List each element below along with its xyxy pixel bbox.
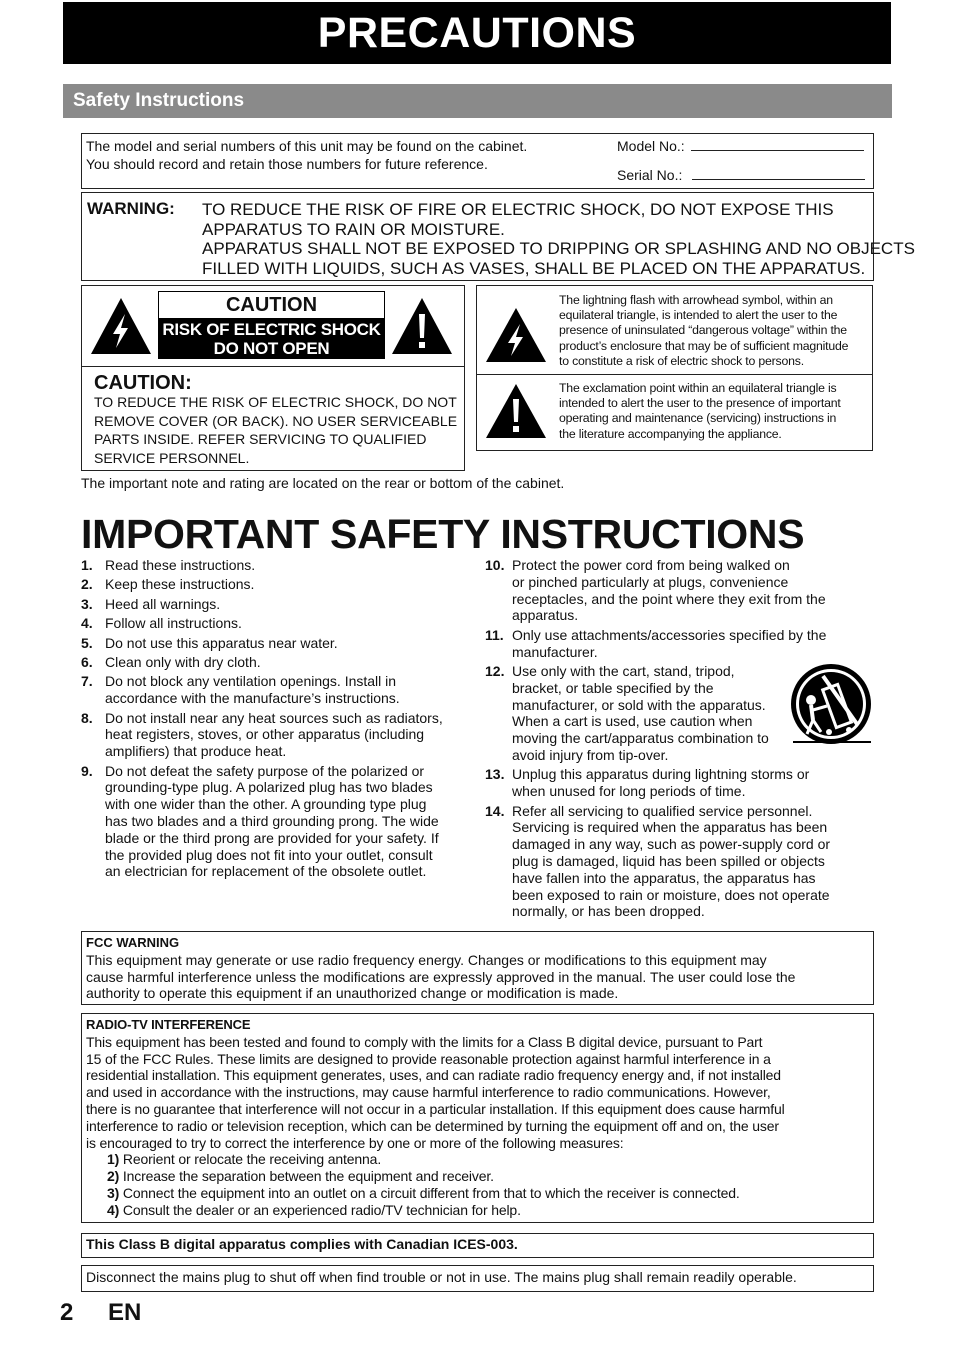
instruction-line: blade or the third prong are provided for your safety. If (105, 829, 439, 846)
exclamation-triangle-icon (484, 382, 548, 440)
caution-label (158, 291, 385, 359)
caution-line: SERVICE PERSONNEL. (94, 449, 250, 466)
radio-tv-measure (86, 1185, 869, 1202)
serial-label: Serial No.: (617, 167, 683, 183)
language-code: EN (108, 1299, 142, 1326)
fcc-warning-line: This equipment may generate or use radio frequency energy. Changes or modifications to this equipment may (86, 951, 767, 968)
caution-label-line: DO NOT OPEN (213, 339, 330, 358)
caution-heading: CAUTION: (94, 372, 192, 394)
instruction-line: or pinched particularly at plugs, convenience (512, 573, 789, 590)
instruction-item (81, 763, 476, 881)
section-title: Safety Instructions (63, 84, 892, 118)
instruction-item (81, 654, 476, 671)
measure-text: Connect the equipment into an outlet on a circuit different from that to which the receiver is connected. (122, 1184, 740, 1201)
instruction-line: an electrician for replacement of the obsolete outlet. (105, 863, 427, 880)
instruction-line: the provided plug does not fit into your outlet, consult (105, 846, 433, 863)
instruction-line: heat registers, stoves, or other apparatus (including (105, 726, 425, 743)
serial-number-box (81, 133, 874, 189)
measure-text: Increase the separation between the equipment and receiver. (122, 1168, 494, 1185)
instruction-number: 2. (81, 576, 93, 593)
mains-plug-text: Disconnect the mains plug to shut off when find trouble or not in use. The mains plug shall remain readily operable. (86, 1269, 797, 1285)
instruction-line: has two blades and a third grounding prong. The wide (105, 812, 439, 829)
instruction-line: normally, or has been dropped. (512, 903, 705, 920)
lightning-explanation-line: The lightning flash with arrowhead symbol, within an (559, 293, 833, 307)
instruction-item (485, 766, 865, 800)
caution-label-warning (159, 318, 384, 358)
instruction-line: Servicing is required when the apparatus has been (512, 819, 828, 836)
caution-label-line: RISK OF ELECTRIC SHOCK (162, 320, 381, 339)
exclamation-explanation-line: intended to alert the user to the presence of important (559, 396, 841, 411)
instructions-left-list (81, 557, 476, 883)
instruction-number: 1. (81, 557, 93, 573)
caution-label-title: CAUTION (225, 294, 318, 316)
instruction-number: 8. (81, 709, 93, 726)
radio-tv-line: and used in accordance with the instructions, may cause harmful interference to radio communications. However, (86, 1084, 771, 1101)
serial-info-line: The model and serial numbers of this unit may be found on the cabinet. (86, 138, 528, 154)
model-number-field (617, 137, 864, 155)
instruction-line: Read these instructions. (105, 557, 256, 573)
radio-tv-line: 15 of the FCC Rules. These limits are designed to provide reasonable protection against harmful interference in a (86, 1050, 771, 1067)
measure-number: 2) (107, 1168, 120, 1185)
exclamation-explanation-line: The exclamation point within an equilateral triangle is (559, 381, 837, 395)
serial-info-line: You should record and retain those numbers for future reference. (86, 156, 488, 172)
instruction-line: manufacturer. (512, 643, 598, 660)
warning-label: WARNING: (87, 199, 175, 218)
instruction-line: amplifiers) that produce heat. (105, 743, 287, 760)
warning-line: TO REDUCE THE RISK OF FIRE OR ELECTRIC SHOCK, DO NOT EXPOSE THIS (202, 200, 834, 219)
instruction-line: Keep these instructions. (105, 576, 255, 593)
mains-plug-box (81, 1265, 874, 1292)
instruction-line: When a cart is used, use caution when (512, 713, 753, 730)
page-title: PRECAUTIONS (63, 2, 891, 64)
radio-tv-interference-box (81, 1013, 874, 1223)
symbol-explanation-box (476, 285, 873, 451)
fcc-warning-heading: FCC WARNING (86, 935, 180, 950)
instruction-line: grounding-type plug. A polarized plug has two blades (105, 779, 433, 796)
radio-tv-line: is encouraged to try to correct the interference by one or more of the following measures: (86, 1134, 624, 1151)
instruction-line: manufacturer, or sold with the apparatus. (512, 696, 766, 713)
rating-note: The important note and rating are located on the rear or bottom of the cabinet. (81, 475, 565, 491)
caution-text (94, 393, 457, 467)
canadian-compliance-text: This Class B digital apparatus complies with Canadian ICES-003. (86, 1236, 518, 1252)
instruction-line: Clean only with dry cloth. (105, 653, 261, 670)
lightning-triangle-icon (484, 306, 548, 364)
instruction-line: accordance with the manufacture’s instructions. (105, 690, 400, 707)
instruction-number: 12. (485, 662, 505, 679)
instruction-item (81, 615, 476, 632)
radio-tv-line: This equipment has been tested and found to comply with the limits for a Class B digital device, pursuant to Part (86, 1033, 763, 1050)
lightning-explanation-line: presence of uninsulated “dangerous voltage” within the (559, 323, 847, 338)
instruction-item (485, 803, 865, 921)
lightning-explanation-line: equilateral triangle, is intended to alert the user to the (559, 308, 838, 323)
instruction-item (485, 557, 865, 624)
measure-number: 3) (107, 1184, 120, 1201)
radio-tv-measure (86, 1202, 869, 1219)
instruction-line: apparatus. (512, 607, 579, 624)
radio-tv-line: interference to radio or television reception, which can be determined by turning the equipment off and on, the user (86, 1117, 779, 1134)
instruction-line: damaged in any way, such as power-supply cord or (512, 836, 831, 853)
instruction-line: been exposed to rain or moisture, does not operate (512, 886, 830, 903)
instruction-line: bracket, or table specified by the (512, 679, 714, 696)
instruction-line: avoid injury from tip-over. (512, 746, 669, 763)
instruction-line: Do not block any ventilation openings. Install in (105, 673, 397, 690)
instruction-line: Do not install near any heat sources such as radiators, (105, 709, 443, 726)
caution-line: PARTS INSIDE. REFER SERVICING TO QUALIFIED (94, 431, 427, 447)
instruction-line: Follow all instructions. (105, 615, 242, 632)
important-safety-title: IMPORTANT SAFETY INSTRUCTIONS (81, 511, 805, 557)
lightning-explanation-line: product’s enclosure that may be of sufficient magnitude (559, 338, 849, 353)
instruction-number: 13. (485, 766, 505, 783)
serial-number-field (617, 166, 865, 184)
instruction-line: Protect the power cord from being walked on (512, 557, 790, 573)
lightning-explanation-line: to constitute a risk of electric shock to persons. (559, 353, 804, 368)
measure-text: Reorient or relocate the receiving antenna. (122, 1151, 382, 1168)
measure-number: 1) (107, 1151, 120, 1168)
fcc-warning-line: authority to operate this equipment if an unauthorized change or modification is made. (86, 985, 619, 1002)
instruction-line: Do not use this apparatus near water. (105, 634, 338, 651)
instruction-item (81, 576, 476, 593)
measure-text: Consult the dealer or an experienced radio/TV technician for help. (122, 1201, 521, 1218)
radio-tv-line: there is no guarantee that interference will not occur in a particular installation. If this equipment does cause harmful (86, 1100, 785, 1117)
instruction-line: Refer all servicing to qualified service personnel. (512, 802, 813, 819)
instruction-number: 6. (81, 653, 93, 670)
caution-divider (82, 366, 464, 367)
instruction-number: 5. (81, 634, 93, 651)
instruction-item (81, 557, 476, 574)
instruction-item (81, 596, 476, 613)
exclamation-explanation-line: the literature accompanying the appliance. (559, 426, 782, 441)
instruction-item (81, 673, 476, 707)
exclamation-triangle-icon (390, 296, 454, 356)
instruction-number: 9. (81, 762, 93, 779)
instruction-number: 4. (81, 615, 93, 632)
instruction-number: 3. (81, 595, 93, 612)
serial-blank-line (692, 179, 865, 180)
measure-number: 4) (107, 1201, 120, 1218)
instruction-line: when unused for long periods of time. (512, 783, 746, 800)
instruction-number: 10. (485, 557, 505, 573)
warning-box (81, 192, 915, 281)
instruction-item (485, 627, 865, 661)
instruction-line: Only use attachments/accessories specified by the (512, 626, 827, 643)
model-blank-line (691, 150, 864, 151)
exclamation-explanation-line: operating and maintenance (servicing) instructions in (559, 411, 837, 426)
fcc-warning-line: cause harmful interference unless the modifications are expressly approved in the manual. The user could lose the (86, 968, 796, 985)
cart-tip-over-warning-icon (789, 662, 873, 746)
instruction-line: plug is damaged, liquid has been spilled or objects (512, 852, 825, 869)
fcc-warning-box (81, 931, 874, 1005)
exclamation-explanation (559, 381, 841, 442)
warning-line: FILLED WITH LIQUIDS, SUCH AS VASES, SHALL BE PLACED ON THE APPARATUS. (202, 258, 866, 278)
caution-line: REMOVE COVER (OR BACK). NO USER SERVICEABLE (94, 412, 458, 429)
warning-line: APPARATUS TO RAIN OR MOISTURE. (202, 219, 505, 239)
instruction-line: Heed all warnings. (105, 595, 221, 612)
instruction-item (81, 635, 476, 652)
canadian-compliance-box (81, 1233, 874, 1258)
caution-line: TO REDUCE THE RISK OF ELECTRIC SHOCK, DO NOT (94, 394, 457, 410)
radio-tv-line: residential installation. This equipment generates, uses, and can radiate radio frequency energy and, if not installed (86, 1067, 781, 1084)
warning-line: APPARATUS SHALL NOT BE EXPOSED TO DRIPPING OR SPLASHING AND NO OBJECTS (202, 239, 915, 258)
model-label: Model No.: (617, 138, 685, 154)
instruction-line: Do not defeat the safety purpose of the polarized or (105, 762, 425, 779)
instruction-item (81, 710, 476, 760)
instruction-line: receptacles, and the point where they exit from the (512, 590, 826, 607)
instruction-number: 11. (485, 626, 504, 643)
instruction-line: with one wider than the other. A grounding type plug (105, 796, 427, 813)
instruction-line: Unplug this apparatus during lightning storms or (512, 766, 810, 783)
radio-tv-heading: RADIO-TV INTERFERENCE (86, 1017, 251, 1032)
lightning-explanation (559, 293, 848, 369)
symbol-divider (477, 374, 872, 375)
page-number: 2 (60, 1299, 74, 1326)
lightning-triangle-icon (89, 296, 153, 356)
radio-tv-measure (86, 1151, 869, 1168)
instruction-line: have fallen into the apparatus, the apparatus has (512, 869, 816, 886)
instruction-line: Use only with the cart, stand, tripod, (512, 662, 735, 679)
instruction-number: 14. (485, 802, 505, 819)
radio-tv-measure (86, 1168, 869, 1185)
warning-text (202, 200, 915, 278)
instruction-number: 7. (81, 673, 93, 690)
serial-info-text (86, 137, 527, 173)
instruction-line: moving the cart/apparatus combination to (512, 730, 769, 747)
